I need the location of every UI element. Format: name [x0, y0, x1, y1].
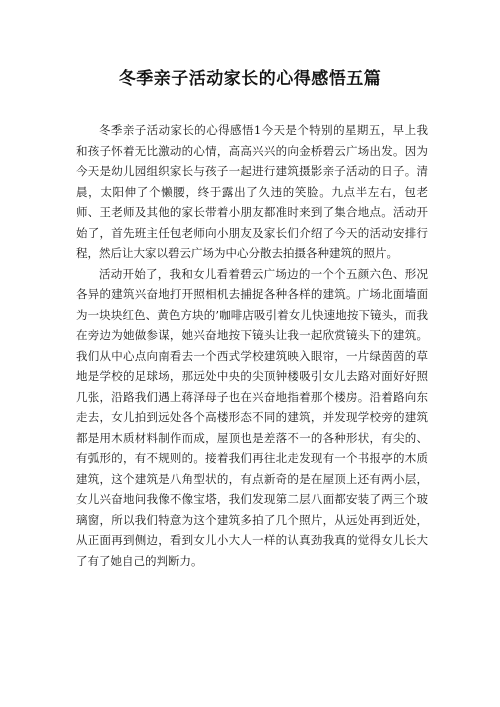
- paragraph-2: 活动开始了，我和女儿看着碧云广场边的一个个五颜六色、形况各异的建筑兴奋地打开照相机去捕捉各种各样的建筑。广场北面墙面为一块块红色、黄色方块的’咖啡店吸引着女儿快速地按下镜头，而我在旁边为她做参谋，她兴奋地按下镜头让我一起欣赏镜头下的建筑。我们从中心点向南看去一个西式学校建筑映入眼帘，一片绿茵茵的草地是学校的足球场，那远处中央的尖顶钟楼吸引女儿去路对面好好照几张，沿路我们遇上蒋泽母子也在兴奋地指着那个楼房。沿着路向东走去，女儿拍到远处各个高楼形态不同的建筑，并发现学校旁的建筑都是用木质材料制作而成，屋顶也是差落不一的各种形状，有尖的、有弧形的，有不规则的。接着我们再往北走发现有一个书报亭的木质建筑，这个建筑是八角型状的，有点新奇的是在屋顶上还有两小层，女儿兴奋地问我像不像宝塔，我们发现第二层八面都安装了两三个玻璃窗，所以我们特意为这个建筑多拍了几个照片，从远处再到近处，从正面再到侧边，看到女儿小大人一样的认真劲我真的觉得女儿长大了有了她自己的判断力。: [76, 266, 428, 568]
- document-title: 冬季亲子活动家长的心得感悟五篇: [118, 69, 382, 89]
- paragraph-1: 冬季亲子活动家长的心得感悟1今天是个特别的星期五，早上我和孩子怀着无比激动的心情，高高兴兴的向金桥碧云广场出发。因为今天是幼儿园组织家长与孩子一起进行建筑摄影亲子活动的日子。清晨，太阳伸了个懒腰，终于露出了久违的笑脸。九点半左右，包老师、王老师及其他的家长带着小朋友都准时来到了集合地点。活动开始了，首先班主任包老师向小朋友及家长们介绍了今天的活动安排行程，然后让大家以碧云广场为中心分散去拍摄各种建筑的照片。: [76, 123, 428, 260]
- document-body: [76, 120, 428, 571]
